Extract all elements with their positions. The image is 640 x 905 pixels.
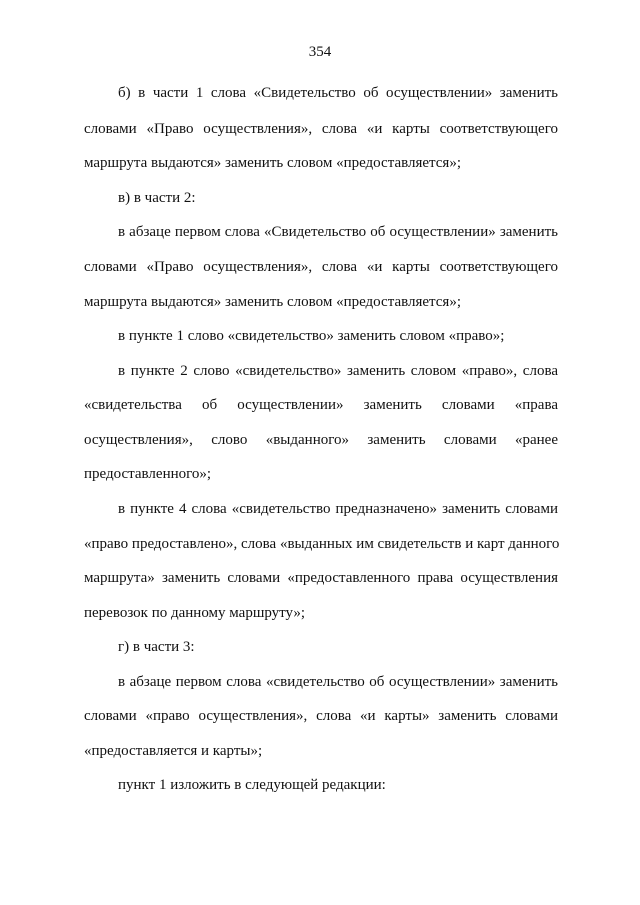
- page-number: 354: [308, 44, 332, 60]
- text-line: б) в части 1 слова «Свидетельство об осуществлении» заменить: [118, 85, 558, 101]
- text-line: перевозок по данному маршруту»;: [84, 605, 306, 621]
- text-line: словами «право осуществления», слова «и карты» заменить словами: [84, 708, 558, 724]
- text-line: словами «Право осуществления», слова «и карты соответствующего: [84, 259, 558, 275]
- text-line: в пункте 4 слова «свидетельство предназначено» заменить словами: [118, 501, 558, 517]
- text-line: «предоставляется и карты»;: [84, 743, 263, 759]
- text-line: маршрута» заменить словами «предоставленного права осуществления: [84, 570, 558, 586]
- text-line: пункт 1 изложить в следующей редакции:: [118, 777, 386, 793]
- text-line: г) в части 3:: [118, 639, 195, 655]
- text-line: в пункте 1 слово «свидетельство» заменить словом «право»;: [118, 328, 505, 344]
- text-line: словами «Право осуществления», слова «и карты соответствующего: [84, 121, 558, 137]
- text-line: в пункте 2 слово «свидетельство» заменить словом «право», слова: [118, 363, 558, 379]
- text-line: предоставленного»;: [84, 466, 212, 482]
- text-line: «свидетельства об осуществлении» заменить словами «права: [84, 397, 558, 413]
- text-line: в абзаце первом слова «Свидетельство об осуществлении» заменить: [118, 224, 558, 240]
- text-line: «право предоставлено», слова «выданных им свидетельств и карт данного: [84, 536, 560, 552]
- text-line: маршрута выдаются» заменить словом «предоставляется»;: [84, 155, 461, 171]
- text-line: в абзаце первом слова «свидетельство об осуществлении» заменить: [118, 674, 558, 690]
- text-line: маршрута выдаются» заменить словом «предоставляется»;: [84, 294, 461, 310]
- text-line: осуществления», слово «выданного» заменить словами «ранее: [84, 432, 558, 448]
- text-line: в) в части 2:: [118, 190, 196, 206]
